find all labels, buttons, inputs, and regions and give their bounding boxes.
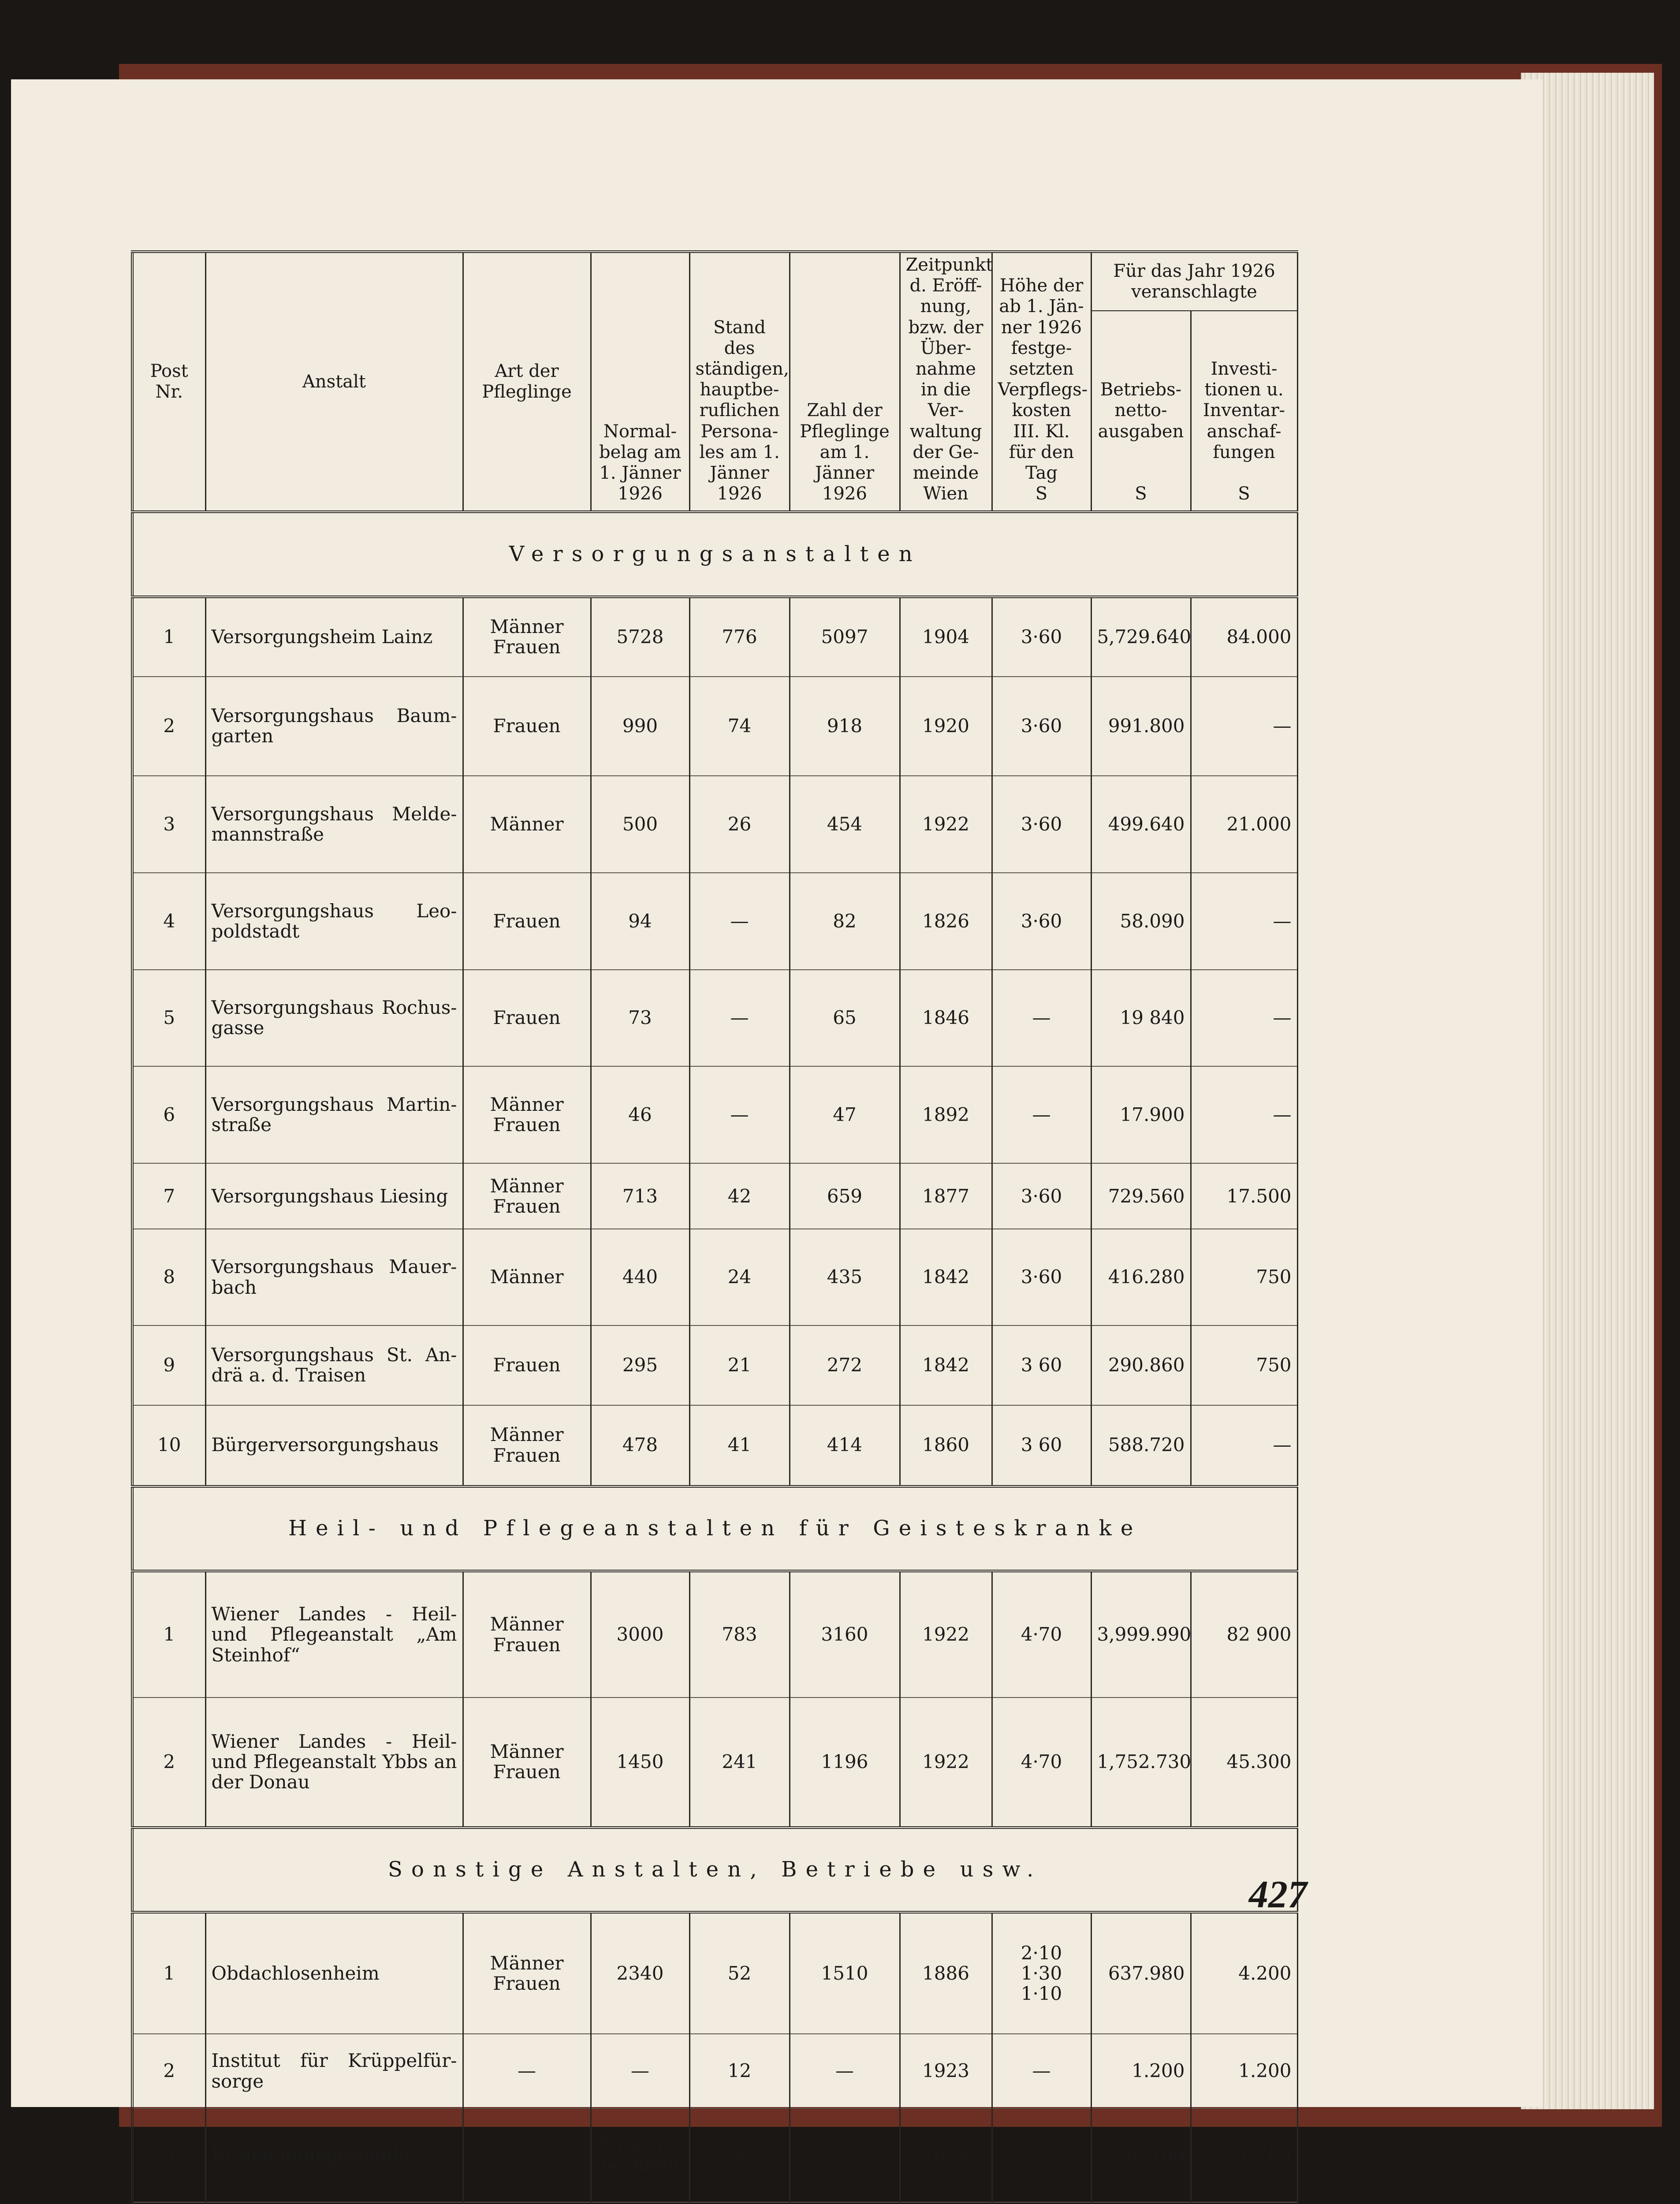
row-art bbox=[463, 597, 591, 677]
row-number: 4 bbox=[132, 873, 205, 970]
row-betriebsausgaben: 416.280 bbox=[1091, 1229, 1191, 1325]
table-row bbox=[132, 2108, 1297, 2202]
row-art-line: Männer bbox=[490, 1266, 564, 1288]
row-jahr: 1892 bbox=[900, 1066, 992, 1163]
row-investitionen: — bbox=[1191, 970, 1297, 1067]
row-investitionen: 21.000 bbox=[1191, 776, 1297, 873]
row-jahr: 1846 bbox=[900, 970, 992, 1067]
row-normalbelag: 713 bbox=[591, 1163, 689, 1229]
row-jahr: 1922 bbox=[900, 1571, 992, 1698]
row-betriebsausgaben: 1.200 bbox=[1091, 2034, 1191, 2108]
row-normalbelag: 46 bbox=[591, 1066, 689, 1163]
row-kosten-line: — bbox=[1032, 1007, 1051, 1029]
row-betriebsausgaben: 290.860 bbox=[1091, 1325, 1191, 1405]
row-number: 2 bbox=[132, 677, 205, 776]
row-jahr: 1904 bbox=[900, 597, 992, 677]
row-number: 5 bbox=[132, 970, 205, 1067]
row-normalbelag: 2340 bbox=[591, 1912, 689, 2034]
row-zahl: 47 bbox=[790, 1066, 900, 1163]
row-art bbox=[463, 2034, 591, 2108]
section-title: Versorgungsanstalten bbox=[132, 512, 1297, 596]
row-art-line: Männer bbox=[490, 1952, 564, 1974]
row-personal: 783 bbox=[689, 1571, 790, 1698]
row-art bbox=[463, 1405, 591, 1486]
row-zahl: — bbox=[790, 2034, 900, 2108]
row-art bbox=[463, 677, 591, 776]
row-kosten bbox=[992, 1405, 1091, 1486]
row-art-line: Frauen bbox=[493, 1761, 561, 1783]
row-anstalt: Versorgungshaus Melde-mannstraße bbox=[205, 776, 463, 873]
table-row bbox=[132, 2034, 1297, 2108]
row-betriebsausgaben: 5,729.640 bbox=[1091, 597, 1191, 677]
row-kosten bbox=[992, 1325, 1091, 1405]
row-number bbox=[132, 2202, 205, 2204]
row-kosten bbox=[992, 597, 1091, 677]
row-normalbelag: — bbox=[591, 2034, 689, 2108]
col-betrieb bbox=[1091, 311, 1191, 512]
row-personal: 241 bbox=[689, 1698, 790, 1827]
table-row bbox=[132, 1229, 1297, 1325]
col-invest-unit: S bbox=[1238, 484, 1250, 504]
row-personal: 776 bbox=[689, 597, 790, 677]
row-zahl: 414 bbox=[790, 1405, 900, 1486]
row-number: 7 bbox=[132, 1163, 205, 1229]
row-anstalt: Versorgungshaus Baum-garten bbox=[205, 677, 463, 776]
row-investitionen: 750 bbox=[1191, 1229, 1297, 1325]
col-post-nr: Post Nr. bbox=[132, 252, 205, 512]
row-kosten bbox=[992, 873, 1091, 970]
row-anstalt: Versorgungshaus St. An-drä a. d. Traisen bbox=[205, 1325, 463, 1405]
row-jahr: 1877 bbox=[900, 1163, 992, 1229]
row-jahr: 1920 bbox=[900, 677, 992, 776]
table-row bbox=[132, 873, 1297, 970]
row-personal bbox=[689, 2202, 790, 2204]
row-normalbelag: 73 bbox=[591, 970, 689, 1067]
row-kosten-line: 3·60 bbox=[1021, 626, 1062, 648]
row-number: 2 bbox=[132, 2034, 205, 2108]
col-betrieb-unit: S bbox=[1135, 484, 1147, 504]
row-kosten-line: 3·60 bbox=[1021, 1185, 1062, 1207]
row-art bbox=[463, 970, 591, 1067]
row-betriebsausgaben bbox=[1091, 2202, 1191, 2204]
row-personal: — bbox=[689, 873, 790, 970]
row-personal: — bbox=[689, 1066, 790, 1163]
section-heading bbox=[132, 512, 1297, 596]
row-kosten-line: 1·10 bbox=[1021, 1983, 1062, 2004]
row-normalbelag: 94 bbox=[591, 873, 689, 970]
row-art bbox=[463, 873, 591, 970]
row-normalbelag: 1450 bbox=[591, 1698, 689, 1827]
row-jahr: 1860 bbox=[900, 1405, 992, 1486]
row-anstalt: Versorgungshaus Rochus-gasse bbox=[205, 970, 463, 1067]
row-kosten-line: — bbox=[1032, 1104, 1051, 1126]
row-zahl: 454 bbox=[790, 776, 900, 873]
row-kosten-line: 3·60 bbox=[1021, 715, 1062, 737]
col-zahl: Zahl der Pfleglinge am 1. Jänner 1926 bbox=[790, 252, 900, 512]
institutions-table bbox=[131, 250, 1298, 2204]
row-art bbox=[463, 1066, 591, 1163]
row-kosten bbox=[992, 2034, 1091, 2108]
row-anstalt: Versorgungshaus Martin-straße bbox=[205, 1066, 463, 1163]
row-zahl: 659 bbox=[790, 1163, 900, 1229]
col-hoehe-label: Höhe der ab 1. Jän-ner 1926 festge-setzten Verpflegs-kosten III. Kl. für den Tag bbox=[998, 276, 1088, 483]
section-title: Sonstige Anstalten, Betriebe usw. bbox=[132, 1828, 1297, 1912]
row-betriebsausgaben: 3,999.990 bbox=[1091, 1571, 1191, 1698]
row-investitionen: — bbox=[1191, 677, 1297, 776]
row-investitionen: 1.200 bbox=[1191, 2034, 1297, 2108]
row-betriebsausgaben: 156.790 bbox=[1091, 2108, 1191, 2202]
row-jahr: 1842 bbox=[900, 1325, 992, 1405]
row-kosten bbox=[992, 677, 1091, 776]
row-art bbox=[463, 1571, 591, 1698]
row-investitionen: — bbox=[1191, 1066, 1297, 1163]
table-row bbox=[132, 2202, 1297, 2204]
row-investitionen: 82 900 bbox=[1191, 1571, 1297, 1698]
row-personal: 21 bbox=[689, 1325, 790, 1405]
row-art-line: Männer bbox=[490, 1613, 564, 1635]
row-anstalt: Institut für Krüppelfür-sorge bbox=[205, 2034, 463, 2108]
section-heading bbox=[132, 1828, 1297, 1912]
table-row bbox=[132, 776, 1297, 873]
row-number: 1 bbox=[132, 1571, 205, 1698]
row-art-line: Männer bbox=[490, 1094, 564, 1115]
row-personal: 24 bbox=[689, 1229, 790, 1325]
row-personal: 41 bbox=[689, 1405, 790, 1486]
row-kosten bbox=[992, 1229, 1091, 1325]
row-number: 1 bbox=[132, 1912, 205, 2034]
row-art-line: Frauen bbox=[493, 1195, 561, 1217]
row-normalbelag: 990 bbox=[591, 677, 689, 776]
row-betriebsausgaben: 1,752.730 bbox=[1091, 1698, 1191, 1827]
row-anstalt: Versorgungshaus Mauer-bach bbox=[205, 1229, 463, 1325]
row-art-line: Männer bbox=[490, 1424, 564, 1446]
row-number: 8 bbox=[132, 1229, 205, 1325]
row-jahr: 1886 bbox=[900, 1912, 992, 2034]
row-betriebsausgaben: 19 840 bbox=[1091, 970, 1191, 1067]
table-row bbox=[132, 1912, 1297, 2034]
col-invest-label: Investi-tionen u. Inventar-anschaf-fungen bbox=[1203, 358, 1285, 462]
row-zahl: 65 bbox=[790, 970, 900, 1067]
row-kosten-line: 2·10 bbox=[1021, 1942, 1062, 1964]
row-normalbelag: 5728 bbox=[591, 597, 689, 677]
row-investitionen: — bbox=[1191, 1405, 1297, 1486]
table-row bbox=[132, 1066, 1297, 1163]
row-anstalt: Versorgungshaus Liesing bbox=[205, 1163, 463, 1229]
row-kosten bbox=[992, 776, 1091, 873]
page-number: 427 bbox=[1249, 1873, 1307, 1916]
row-anstalt: Obdachlosenheim bbox=[205, 1912, 463, 2034]
row-betriebsausgaben: 588.720 bbox=[1091, 1405, 1191, 1486]
row-normalbelag: 76 Schü-lerinnen bbox=[591, 2108, 689, 2202]
col-zeitpunkt: Zeitpunkt d. Eröff-nung, bzw. der Über-nahme in die Ver-waltung der Ge-meinde Wien bbox=[900, 252, 992, 512]
row-kosten bbox=[992, 1163, 1091, 1229]
row-kosten-line: 4·70 bbox=[1021, 1751, 1062, 1773]
table-row bbox=[132, 970, 1297, 1067]
row-art-line: Frauen bbox=[493, 715, 561, 737]
col-fuer-das-jahr: Für das Jahr 1926 veranschlagte bbox=[1091, 252, 1297, 311]
row-betriebsausgaben: 499.640 bbox=[1091, 776, 1191, 873]
row-art bbox=[463, 776, 591, 873]
col-hoehe-unit: S bbox=[1035, 484, 1048, 504]
row-number: 3 bbox=[132, 776, 205, 873]
table-header bbox=[132, 252, 1297, 512]
row-anstalt: Wiener Landes - Heil- und Pflegeanstalt „Am Steinhof“ bbox=[205, 1571, 463, 1698]
row-kosten-line: 3·60 bbox=[1021, 910, 1062, 932]
row-kosten bbox=[992, 1066, 1091, 1163]
row-betriebsausgaben: 637.980 bbox=[1091, 1912, 1191, 2034]
row-jahr: 1922 bbox=[900, 776, 992, 873]
row-kosten bbox=[992, 970, 1091, 1067]
row-kosten-line: 3·60 bbox=[1021, 1266, 1062, 1288]
row-personal: 26 bbox=[689, 776, 790, 873]
row-jahr: 1924 bbox=[900, 2108, 992, 2202]
row-number: 9 bbox=[132, 1325, 205, 1405]
row-jahr: 1922 bbox=[900, 1698, 992, 1827]
row-number: 3 bbox=[132, 2108, 205, 2202]
row-investitionen: 84.000 bbox=[1191, 597, 1297, 677]
row-art-line: Männer bbox=[490, 1741, 564, 1763]
row-personal: 74 bbox=[689, 677, 790, 776]
col-betrieb-label: Betriebs-netto-ausgaben bbox=[1098, 380, 1184, 442]
row-investitionen: 1.700 bbox=[1191, 2108, 1297, 2202]
row-kosten bbox=[992, 1698, 1091, 1827]
row-kosten bbox=[992, 2108, 1091, 2202]
col-normalbelag: Normal-belag am 1. Jänner 1926 bbox=[591, 252, 689, 512]
row-anstalt: Versorgungsheim Lainz bbox=[205, 597, 463, 677]
table-row bbox=[132, 1571, 1297, 1698]
row-art bbox=[463, 1229, 591, 1325]
row-art-line: Frauen bbox=[493, 636, 561, 658]
row-zahl: 435 bbox=[790, 1229, 900, 1325]
row-art-line: Männer bbox=[490, 813, 564, 835]
row-art bbox=[463, 1698, 591, 1827]
row-number: 1 bbox=[132, 597, 205, 677]
row-kosten-line: 3·60 bbox=[1021, 813, 1062, 835]
table-row bbox=[132, 1163, 1297, 1229]
row-betriebsausgaben: 17.900 bbox=[1091, 1066, 1191, 1163]
row-number: 2 bbox=[132, 1698, 205, 1827]
row-personal: — bbox=[689, 970, 790, 1067]
row-art-line: Frauen bbox=[493, 1444, 561, 1466]
row-zahl: 82 bbox=[790, 873, 900, 970]
row-anstalt bbox=[205, 2202, 463, 2204]
row-number: 6 bbox=[132, 1066, 205, 1163]
table-row bbox=[132, 1325, 1297, 1405]
section-title: Heil- und Pflegeanstalten für Geisteskranke bbox=[132, 1486, 1297, 1571]
row-kosten-line: 3 60 bbox=[1021, 1434, 1062, 1456]
row-kosten bbox=[992, 1912, 1091, 2034]
row-investitionen: — bbox=[1191, 873, 1297, 970]
col-art: Art der Pfleglinge bbox=[463, 252, 591, 512]
row-zahl: 3160 bbox=[790, 1571, 900, 1698]
row-anstalt: Wiener Landes - Heil- und Pflegeanstalt Ybbs an der Donau bbox=[205, 1698, 463, 1827]
row-normalbelag: 295 bbox=[591, 1325, 689, 1405]
section-heading bbox=[132, 1486, 1297, 1571]
row-investitionen: 17.500 bbox=[1191, 1163, 1297, 1229]
col-invest bbox=[1191, 311, 1297, 512]
row-kosten-line: — bbox=[1032, 2144, 1051, 2166]
row-art-line: Frauen bbox=[493, 1007, 561, 1029]
row-investitionen bbox=[1191, 2202, 1297, 2204]
row-art bbox=[463, 1325, 591, 1405]
row-art bbox=[463, 1163, 591, 1229]
col-stand: Stand des ständigen, hauptbe-ruflichen Persona-les am 1. Jänner 1926 bbox=[689, 252, 790, 512]
row-investitionen: 750 bbox=[1191, 1325, 1297, 1405]
row-personal: 42 bbox=[689, 1163, 790, 1229]
row-art-line: Frauen bbox=[493, 1634, 561, 1656]
row-jahr: 1923 bbox=[900, 2034, 992, 2108]
row-normalbelag: 500 bbox=[591, 776, 689, 873]
row-art-line: Männer bbox=[490, 615, 564, 637]
row-zahl: 1196 bbox=[790, 1698, 900, 1827]
table-row bbox=[132, 677, 1297, 776]
row-jahr bbox=[900, 2202, 992, 2204]
row-zahl: 5097 bbox=[790, 597, 900, 677]
row-personal: 12 bbox=[689, 2034, 790, 2108]
row-art-line: — bbox=[518, 2144, 536, 2166]
row-kosten bbox=[992, 1571, 1091, 1698]
row-normalbelag bbox=[591, 2202, 689, 2204]
row-personal: 52 bbox=[689, 1912, 790, 2034]
row-investitionen: 45.300 bbox=[1191, 1698, 1297, 1827]
row-number: 10 bbox=[132, 1405, 205, 1486]
row-art bbox=[463, 1912, 591, 2034]
row-betriebsausgaben: 58.090 bbox=[1091, 873, 1191, 970]
row-jahr: 1842 bbox=[900, 1229, 992, 1325]
row-investitionen: 4.200 bbox=[1191, 1912, 1297, 2034]
row-art bbox=[463, 2108, 591, 2202]
row-zahl: — bbox=[790, 2108, 900, 2202]
row-anstalt: Versorgungshaus Leo-poldstadt bbox=[205, 873, 463, 970]
row-normalbelag: 478 bbox=[591, 1405, 689, 1486]
row-anstalt: Krankenpflegeschule bbox=[205, 2108, 463, 2202]
row-art-line: — bbox=[518, 2060, 536, 2082]
table-row bbox=[132, 597, 1297, 677]
row-betriebsausgaben: 729.560 bbox=[1091, 1163, 1191, 1229]
row-art-line: Frauen bbox=[493, 1354, 561, 1376]
row-kosten bbox=[992, 2202, 1091, 2204]
col-hoehe bbox=[992, 252, 1091, 512]
table-row bbox=[132, 1698, 1297, 1827]
row-jahr: 1826 bbox=[900, 873, 992, 970]
row-kosten-line: 3 60 bbox=[1021, 1354, 1062, 1376]
row-art-line: Männer bbox=[490, 1175, 564, 1197]
row-personal: 5 bbox=[689, 2108, 790, 2202]
row-art bbox=[463, 2202, 591, 2204]
row-kosten-line: — bbox=[1032, 2060, 1051, 2082]
table-row bbox=[132, 1405, 1297, 1486]
row-art-line: Frauen bbox=[493, 910, 561, 932]
row-anstalt: Bürgerversorgungshaus bbox=[205, 1405, 463, 1486]
row-betriebsausgaben: 991.800 bbox=[1091, 677, 1191, 776]
row-kosten-line: 1·30 bbox=[1021, 1962, 1062, 1984]
row-art-line: Frauen bbox=[493, 1114, 561, 1136]
row-zahl bbox=[790, 2202, 900, 2204]
row-art-line: Frauen bbox=[493, 1972, 561, 1994]
row-zahl: 272 bbox=[790, 1325, 900, 1405]
row-zahl: 1510 bbox=[790, 1912, 900, 2034]
row-kosten-line: 4·70 bbox=[1021, 1623, 1062, 1646]
row-normalbelag: 3000 bbox=[591, 1571, 689, 1698]
row-normalbelag: 440 bbox=[591, 1229, 689, 1325]
table-body bbox=[132, 512, 1297, 2204]
col-anstalt: Anstalt bbox=[205, 252, 463, 512]
row-zahl: 918 bbox=[790, 677, 900, 776]
